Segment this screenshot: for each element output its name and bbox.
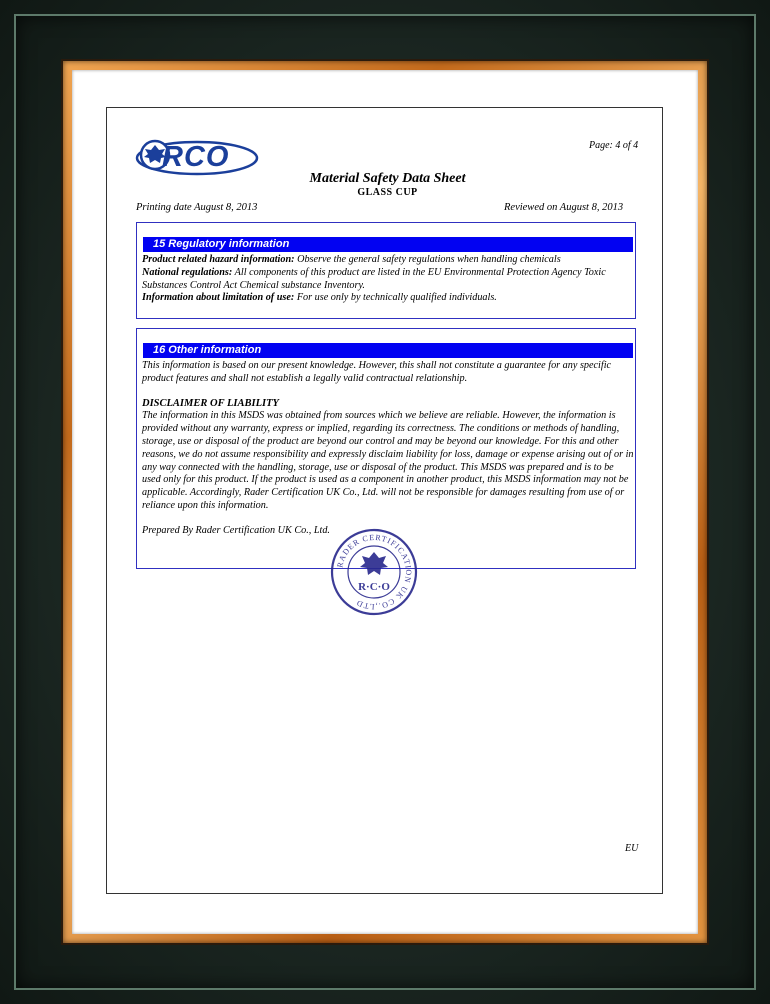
section-15-body bbox=[142, 254, 634, 305]
logo-text: RCO bbox=[162, 141, 230, 173]
regulatory-item: Information about limitation of use: For use only by technically qualified individuals. bbox=[142, 292, 497, 304]
svg-text:RADER CERTIFICATION UK CO.,LTD: RADER CERTIFICATION UK CO.,LTD bbox=[335, 532, 414, 612]
product-name: GLASS CUP bbox=[357, 187, 418, 198]
section-15-heading: 15 Regulatory information bbox=[143, 237, 633, 252]
disclaimer-title: DISCLAIMER OF LIABILITY bbox=[142, 397, 279, 409]
regulatory-item: Product related hazard information: Observe the general safety regulations when handling chemicals bbox=[142, 254, 561, 265]
company-seal bbox=[330, 528, 418, 616]
svg-text:R·C·O: R·C·O bbox=[358, 581, 390, 593]
reviewed-date: Reviewed on August 8, 2013 bbox=[504, 202, 624, 213]
region-label: EU bbox=[625, 843, 639, 854]
printing-date: Printing date August 8, 2013 bbox=[136, 202, 258, 213]
disclaimer-text: The information in this MSDS was obtained from sources which we believe are reliable. However, the information is provided without any warranty, express or implied, regarding its correctness. The conditions or methods of handling, storage, use or disposal of the product are beyond our control and may be beyond our knowledge. For this and other reasons, we do not assume responsibility and expressly disclaim liability for loss, damage or expense arising out of or in any way connected with the handling, storage, use or disposal of the product. This MSDS was prepared and is to be used only for this product. If the product is used as a component in another product, this MSDS information may not be applicable. Accordingly, Rader Certification UK Co., Ltd. will not be responsible for damages resulting from use of or reliance upon this information. bbox=[142, 410, 634, 511]
document-title: Material Safety Data Sheet bbox=[309, 171, 466, 186]
section-16-heading: 16 Other information bbox=[143, 343, 633, 358]
section-16-body bbox=[142, 360, 634, 538]
intro-paragraph: This information is based on our present knowledge. However, this shall not constitute a guarantee for any specific product features and shall not establish a legally valid contractual relationship. bbox=[142, 360, 612, 384]
page-number: Page: 4 of 4 bbox=[589, 140, 639, 151]
eagle-icon bbox=[360, 552, 388, 575]
prepared-by: Prepared By Rader Certification UK Co., Ltd. bbox=[142, 524, 330, 536]
regulatory-item: National regulations: All components of this product are listed in the EU Environmental Protection Agency Toxic Substances Control Act Chemical substance Inventory. bbox=[142, 266, 606, 291]
section-regulatory bbox=[136, 222, 636, 319]
